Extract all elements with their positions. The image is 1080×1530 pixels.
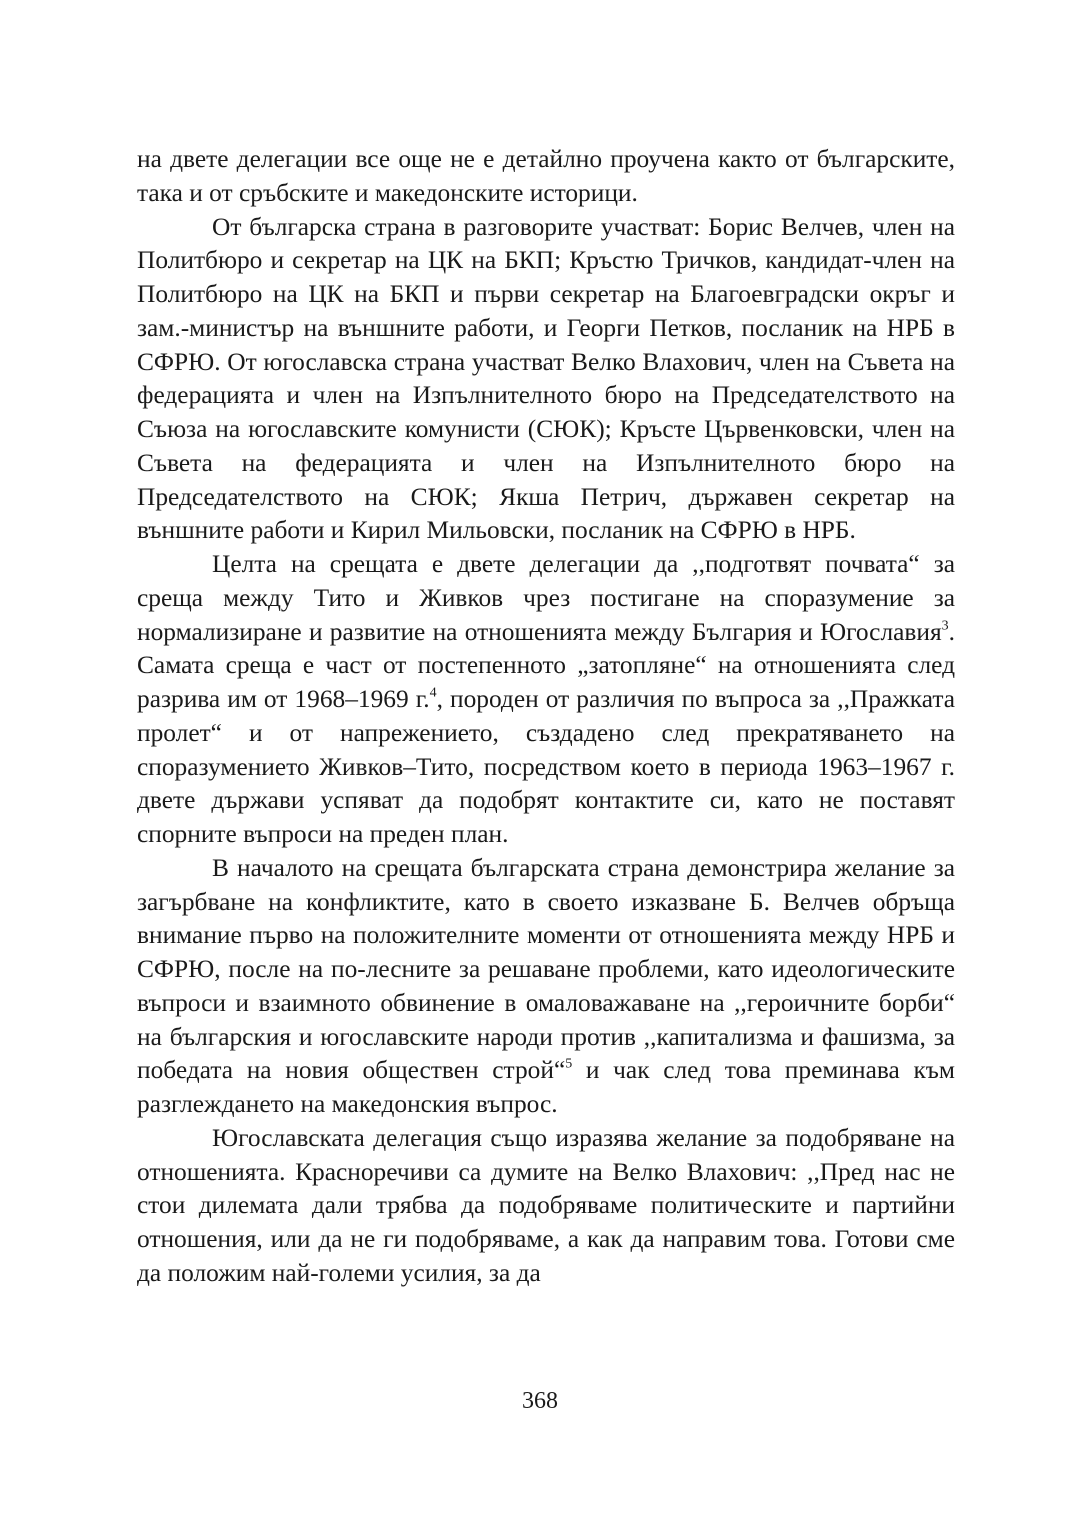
paragraph-text: В началото на срещата българската страна демонстрира желание за загърбване на конфликтите, като в своето изказване Б. Велчев обръща внимание първо на положителните моменти от отношенията между НРБ и СФРЮ, после на по-лесните за решаване проблеми, като идеологическите въпроси и взаимното обвинение в омаловажаване на ,,героичните борби“ на българския и югославските народи против ,,капитализма и фашизма, за победата на новия обществен строй“: [137, 853, 955, 1085]
paragraph-text: Югославската делегация също изразява желание за подобряване на отношенията. Красноречиви са думите на Велко Влахович: ,,Пред нас не стои дилемата дали трябва да подобряваме политическите и партийни отношения, или да не ги подобряваме, а как да направим това. Готови сме да положим най-големи усилия, за да: [137, 1123, 955, 1287]
footnote-ref-4: 4: [429, 685, 437, 701]
paragraph-continued: [137, 143, 955, 211]
footnote-ref-5: 5: [565, 1056, 573, 1072]
paragraph-meeting-goal: [137, 548, 955, 852]
paragraph-delegations: [137, 211, 955, 549]
paragraph-text: Целта на срещата е двете делегации да ,,подготвят почвата“ за среща между Тито и Живков чрез постигане на споразумение за нормализиране и развитие на отношенията между България и Югославия: [137, 550, 955, 646]
paragraph-text: и чак след това преминава към разглеждането на македонския въпрос.: [137, 1056, 955, 1118]
footnote-ref-3: 3: [941, 618, 949, 634]
paragraph-text: на двете делегации все още не е детайлно проучена както от българските, така и от сръбските и македонските историци.: [137, 145, 955, 207]
paragraph-text: От българска страна в разговорите участват: Борис Велчев, член на Политбюро и секретар на ЦК на БКП; Кръстю Тричков, кандидат-член на Политбюро на ЦК на БКП и първи секретар на Благоевградски окръг и зам.-министър на външните работи, и Георги Петков, посланик на НРБ в СФРЮ. От югославска страна участват Велко Влахович, член на Съвета на федерацията и член на Изпълнителното бюро на Председателството на Съюза на югославските комунисти (СЮК); Кръсте Цървенковски, член на Съвета на федерацията и член на Изпълнителното бюро на Председателството на СЮК; Якша Петрич, държавен секретар на външните работи и Кирил Мильовски, посланик на СФРЮ в НРБ.: [137, 212, 955, 545]
page-number: 368: [522, 1388, 558, 1414]
paragraph-text: . Самата среща е част от постепенното „затопляне“ на отношенията след разрива им от 1968–1969 г.: [137, 617, 955, 713]
paragraph-yugoslav-side: [137, 1122, 955, 1291]
body-text: [137, 143, 955, 1291]
paragraph-bulgarian-side: [137, 852, 955, 1122]
paragraph-text: , породен от различия по въпроса за ,,Пражката пролет“ и от напрежението, създадено след прекратяването на споразумението Живков–Тито, посредством което в периода 1963–1967 г. двете държави успяват да подобрят контактите си, като не поставят спорните въпроси на преден план.: [137, 685, 955, 848]
